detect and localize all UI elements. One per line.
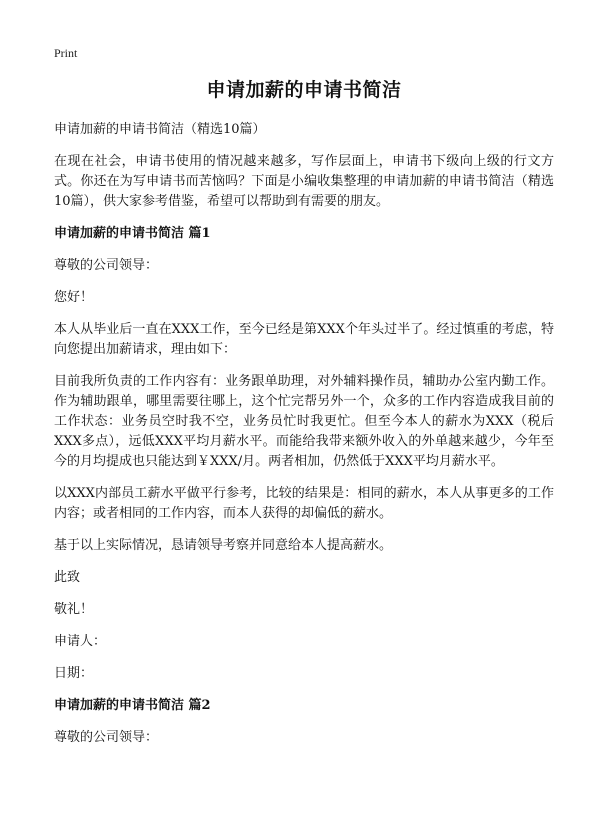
closing-line: 此致 (54, 570, 81, 585)
document-body (54, 76, 554, 760)
print-link[interactable]: Print (54, 46, 78, 60)
document-subtitle: 申请加薪的申请书简洁（精选10篇） (54, 122, 266, 137)
intro-paragraph: 在现在社会，申请书使用的情况越来越多，写作层面上，申请书下级向上级的行文方式。你还在为写申请书而苦恼吗？下面是小编收集整理的申请加薪的申请书简洁（精选10篇），供大家参考借鉴，希望可以帮助到有需要的朋友。 (54, 154, 554, 209)
section-heading-1: 申请加薪的申请书简洁 篇1 (54, 226, 211, 241)
greeting: 您好！ (54, 290, 94, 305)
date-line: 日期： (54, 666, 94, 681)
body-paragraph: 本人从毕业后一直在XXX工作，至今已经是第XXX个年头过半了。经过慎重的考虑，特向您提出加薪请求，理由如下： (54, 322, 554, 357)
body-paragraph: 基于以上实际情况，恳请领导考察并同意给本人提高薪水。 (54, 538, 393, 553)
applicant-line: 申请人： (54, 634, 107, 649)
closing-salute: 敬礼！ (54, 602, 94, 617)
document-title: 申请加薪的申请书简洁 (206, 79, 402, 101)
body-paragraph: 目前我所负责的工作内容有：业务跟单助理，对外辅料操作员，辅助办公室内勤工作。作为辅助跟单，哪里需要往哪上，这个忙完帮另外一个，众多的工作内容造成我目前的工作状态：业务员空时我不空，业务员忙时我更忙。但至今本人的薪水为XXX（税后XXX多点），远低XXX平均月薪水平。而能给我带来额外收入的外单越来越少，今年至今的月均提成也只能达到￥XXX/月。两者相加，仍然低于XXX平均月薪水平。 (54, 374, 554, 469)
salutation: 尊敬的公司领导： (54, 258, 159, 273)
section-heading-2: 申请加薪的申请书简洁 篇2 (54, 698, 211, 713)
salutation: 尊敬的公司领导： (54, 730, 159, 745)
body-paragraph: 以XXX内部员工薪水平做平行参考，比较的结果是：相同的薪水，本人从事更多的工作内容；或者相同的工作内容，而本人获得的却偏低的薪水。 (54, 486, 554, 521)
